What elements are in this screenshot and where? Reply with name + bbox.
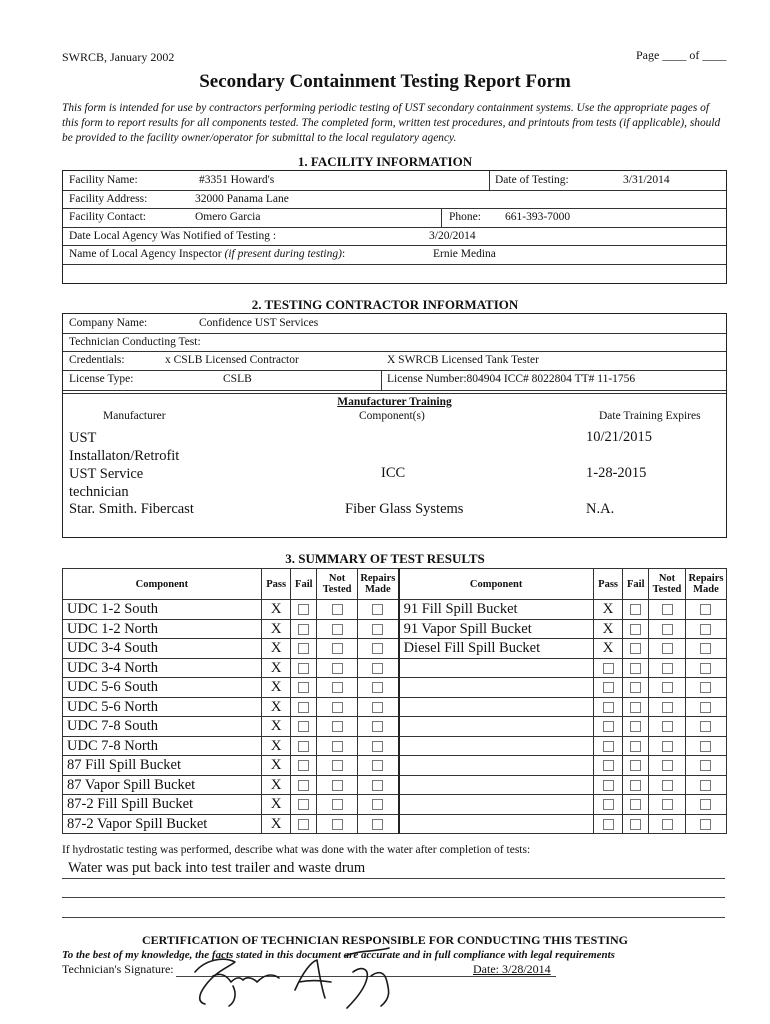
table-row (63, 600, 727, 620)
facility-contact-value: Omero Garcia (195, 211, 261, 223)
left-not-tested-cell[interactable] (317, 639, 358, 659)
checkbox-icon[interactable] (332, 780, 343, 791)
checkbox-icon[interactable] (603, 721, 614, 732)
checkbox-icon[interactable] (662, 604, 673, 615)
checkbox-icon[interactable] (372, 682, 383, 693)
checkbox-icon[interactable] (630, 643, 641, 654)
checkbox-icon[interactable] (372, 604, 383, 615)
right-repairs-cell[interactable] (685, 736, 726, 756)
right-fail-cell[interactable] (623, 775, 649, 795)
left-repairs-cell[interactable] (358, 619, 399, 639)
training-row-2-manufacturer: UST Service technician (69, 466, 144, 500)
agency-notified-label: Date Local Agency Was Notified of Testing : (69, 230, 277, 242)
left-fail-cell[interactable] (291, 697, 317, 717)
facility-contact-label: Facility Contact: (69, 211, 146, 223)
right-repairs-cell[interactable] (685, 697, 726, 717)
section3-title: 3. SUMMARY OF TEST RESULTS (285, 551, 485, 566)
checkbox-icon[interactable] (662, 721, 673, 732)
hydro-answer: Water was put back into test trailer and waste drum (68, 860, 366, 876)
checkbox-icon[interactable] (700, 624, 711, 635)
left-fail-cell[interactable] (291, 678, 317, 698)
left-not-tested-cell[interactable] (317, 600, 358, 620)
credential-cslb: x CSLB Licensed Contractor (165, 354, 299, 366)
table-row (63, 795, 727, 815)
right-not-tested-cell[interactable] (649, 775, 686, 795)
left-repairs-cell[interactable] (358, 678, 399, 698)
col-manufacturer: Manufacturer (103, 410, 166, 422)
left-component-cell: UDC 5-6 North (63, 697, 262, 717)
left-repairs-cell[interactable] (358, 639, 399, 659)
inspector-value: Ernie Medina (433, 248, 496, 260)
right-component-cell (399, 775, 594, 795)
hydro-question: If hydrostatic testing was performed, describe what was done with the water after completion of tests: (62, 844, 531, 856)
left-pass-cell[interactable]: X (261, 678, 291, 698)
right-component-cell: 91 Fill Spill Bucket (399, 600, 594, 620)
left-component-cell: 87 Fill Spill Bucket (63, 756, 262, 776)
checkbox-icon[interactable] (700, 663, 711, 674)
training-row-3-expires: N.A. (586, 501, 615, 517)
col-components: Component(s) (359, 410, 425, 422)
right-not-tested-cell[interactable] (649, 814, 686, 834)
left-repairs-cell[interactable] (358, 717, 399, 737)
left-repairs-cell[interactable] (358, 658, 399, 678)
right-pass-cell[interactable] (593, 814, 623, 834)
left-pass-cell[interactable]: X (261, 795, 291, 815)
left-fail-cell[interactable] (291, 619, 317, 639)
technician-label: Technician Conducting Test: (69, 336, 201, 348)
checkbox-icon[interactable] (372, 643, 383, 654)
checkbox-icon[interactable] (372, 721, 383, 732)
checkbox-icon[interactable] (332, 604, 343, 615)
checkbox-icon[interactable] (372, 799, 383, 810)
inspector-label: Name of Local Agency Inspector (if present during testing): (69, 248, 346, 260)
right-pass-cell[interactable] (593, 697, 623, 717)
right-component-cell (399, 795, 594, 815)
checkbox-icon[interactable] (630, 682, 641, 693)
checkbox-icon[interactable] (700, 760, 711, 771)
right-component-cell (399, 814, 594, 834)
right-fail-cell[interactable] (623, 697, 649, 717)
right-pass-cell[interactable]: X (593, 639, 623, 659)
right-fail-cell[interactable] (623, 736, 649, 756)
left-fail-cell[interactable] (291, 658, 317, 678)
right-pass-cell[interactable] (593, 736, 623, 756)
training-row-3-manufacturer: Star. Smith. Fibercast (69, 501, 194, 517)
left-pass-cell[interactable]: X (261, 639, 291, 659)
checkbox-icon[interactable] (332, 643, 343, 654)
col-component-right: Component (399, 569, 594, 600)
technician-signature-image (175, 942, 405, 1012)
checkbox-icon[interactable] (603, 760, 614, 771)
right-repairs-cell[interactable] (685, 775, 726, 795)
checkbox-icon[interactable] (332, 819, 343, 830)
right-component-cell (399, 717, 594, 737)
checkbox-icon[interactable] (630, 702, 641, 713)
checkbox-icon[interactable] (630, 819, 641, 830)
table-row (63, 697, 727, 717)
checkbox-icon[interactable] (700, 682, 711, 693)
checkbox-icon[interactable] (298, 819, 309, 830)
table-row (63, 619, 727, 639)
left-pass-cell[interactable]: X (261, 756, 291, 776)
right-repairs-cell[interactable] (685, 717, 726, 737)
right-fail-cell[interactable] (623, 795, 649, 815)
right-repairs-cell[interactable] (685, 814, 726, 834)
checkbox-icon[interactable] (603, 780, 614, 791)
left-component-cell: UDC 7-8 South (63, 717, 262, 737)
right-component-cell (399, 658, 594, 678)
checkbox-icon[interactable] (332, 624, 343, 635)
checkbox-icon[interactable] (700, 721, 711, 732)
checkbox-icon[interactable] (700, 643, 711, 654)
checkbox-icon[interactable] (603, 663, 614, 674)
col-pass-right: Pass (593, 569, 623, 600)
left-fail-cell[interactable] (291, 639, 317, 659)
checkbox-icon[interactable] (298, 643, 309, 654)
left-pass-cell[interactable]: X (261, 814, 291, 834)
table-row (63, 756, 727, 776)
certification-statement: To the best of my knowledge, the facts stated in this document are accurate and in full compliance with legal requirements (62, 949, 615, 961)
right-repairs-cell[interactable] (685, 756, 726, 776)
table-row (63, 717, 727, 737)
left-component-cell: UDC 1-2 South (63, 600, 262, 620)
right-repairs-cell[interactable] (685, 658, 726, 678)
left-not-tested-cell[interactable] (317, 697, 358, 717)
checkbox-icon[interactable] (332, 799, 343, 810)
testing-date-value: 3/31/2014 (623, 174, 670, 186)
table-row (63, 639, 727, 659)
right-repairs-cell[interactable] (685, 795, 726, 815)
facility-name-value: #3351 Howard's (199, 174, 275, 186)
checkbox-icon[interactable] (630, 780, 641, 791)
left-pass-cell[interactable]: X (261, 658, 291, 678)
right-component-cell: 91 Vapor Spill Bucket (399, 619, 594, 639)
right-pass-cell[interactable] (593, 678, 623, 698)
left-repairs-cell[interactable] (358, 697, 399, 717)
checkbox-icon[interactable] (700, 780, 711, 791)
left-not-tested-cell[interactable] (317, 795, 358, 815)
training-row-1-expires: 10/21/2015 (586, 429, 653, 445)
right-repairs-cell[interactable] (685, 619, 726, 639)
checkbox-icon[interactable] (603, 819, 614, 830)
section2-title: 2. TESTING CONTRACTOR INFORMATION (251, 297, 519, 312)
left-repairs-cell[interactable] (358, 814, 399, 834)
summary-header-row (63, 569, 727, 600)
checkbox-icon[interactable] (630, 741, 641, 752)
table-row (63, 736, 727, 756)
col-expires: Date Training Expires (599, 410, 701, 422)
summary-table (62, 568, 727, 834)
right-not-tested-cell[interactable] (649, 795, 686, 815)
left-not-tested-cell[interactable] (317, 717, 358, 737)
left-pass-cell[interactable]: X (261, 619, 291, 639)
left-not-tested-cell[interactable] (317, 756, 358, 776)
checkbox-icon[interactable] (662, 819, 673, 830)
right-fail-cell[interactable] (623, 814, 649, 834)
left-repairs-cell[interactable] (358, 756, 399, 776)
facility-address-value: 32000 Panama Lane (195, 193, 289, 205)
right-component-cell: Diesel Fill Spill Bucket (399, 639, 594, 659)
checkbox-icon[interactable] (298, 663, 309, 674)
checkbox-icon[interactable] (603, 799, 614, 810)
checkbox-icon[interactable] (662, 682, 673, 693)
right-component-cell (399, 697, 594, 717)
right-not-tested-cell[interactable] (649, 639, 686, 659)
left-not-tested-cell[interactable] (317, 658, 358, 678)
credential-swrcb: X SWRCB Licensed Tank Tester (387, 354, 539, 366)
left-repairs-cell[interactable] (358, 795, 399, 815)
checkbox-icon[interactable] (603, 741, 614, 752)
checkbox-icon[interactable] (298, 721, 309, 732)
left-not-tested-cell[interactable] (317, 678, 358, 698)
right-pass-cell[interactable] (593, 795, 623, 815)
checkbox-icon[interactable] (372, 780, 383, 791)
left-pass-cell[interactable]: X (261, 600, 291, 620)
checkbox-icon[interactable] (662, 702, 673, 713)
left-repairs-cell[interactable] (358, 775, 399, 795)
checkbox-icon[interactable] (662, 799, 673, 810)
right-fail-cell[interactable] (623, 600, 649, 620)
checkbox-icon[interactable] (630, 760, 641, 771)
left-pass-cell[interactable]: X (261, 717, 291, 737)
right-pass-cell[interactable] (593, 775, 623, 795)
checkbox-icon[interactable] (700, 819, 711, 830)
left-component-cell: UDC 3-4 North (63, 658, 262, 678)
right-not-tested-cell[interactable] (649, 717, 686, 737)
checkbox-icon[interactable] (700, 604, 711, 615)
checkbox-icon[interactable] (630, 663, 641, 674)
checkbox-icon[interactable] (630, 624, 641, 635)
left-component-cell: 87-2 Vapor Spill Bucket (63, 814, 262, 834)
right-not-tested-cell[interactable] (649, 736, 686, 756)
col-pass-left: Pass (261, 569, 291, 600)
right-not-tested-cell[interactable] (649, 619, 686, 639)
checkbox-icon[interactable] (332, 741, 343, 752)
training-row-3-component: Fiber Glass Systems (345, 501, 464, 517)
left-fail-cell[interactable] (291, 795, 317, 815)
testing-date-label: Date of Testing: (495, 174, 569, 186)
left-fail-cell[interactable] (291, 736, 317, 756)
phone-value: 661-393-7000 (505, 211, 571, 223)
license-type-value: CSLB (223, 373, 252, 385)
left-not-tested-cell[interactable] (317, 814, 358, 834)
right-fail-cell[interactable] (623, 639, 649, 659)
col-not-tested-left: Not Tested (317, 569, 358, 600)
left-fail-cell[interactable] (291, 600, 317, 620)
checkbox-icon[interactable] (662, 624, 673, 635)
checkbox-icon[interactable] (298, 780, 309, 791)
license-type-label: License Type: (69, 373, 134, 385)
left-not-tested-cell[interactable] (317, 736, 358, 756)
left-component-cell: UDC 7-8 North (63, 736, 262, 756)
right-pass-cell[interactable]: X (593, 600, 623, 620)
training-row-2-component: ICC (381, 465, 406, 481)
left-component-cell: UDC 3-4 South (63, 639, 262, 659)
col-component-left: Component (63, 569, 262, 600)
checkbox-icon[interactable] (332, 721, 343, 732)
section1-title: 1. FACILITY INFORMATION (297, 154, 473, 169)
right-not-tested-cell[interactable] (649, 756, 686, 776)
training-title: Manufacturer Training (337, 396, 452, 408)
right-component-cell (399, 736, 594, 756)
checkbox-icon[interactable] (332, 682, 343, 693)
left-repairs-cell[interactable] (358, 600, 399, 620)
right-pass-cell[interactable] (593, 717, 623, 737)
checkbox-icon[interactable] (662, 643, 673, 654)
checkbox-icon[interactable] (372, 760, 383, 771)
left-fail-cell[interactable] (291, 756, 317, 776)
training-row-1-manufacturer: UST Installaton/Retrofit (69, 430, 180, 464)
checkbox-icon[interactable] (332, 663, 343, 674)
checkbox-icon[interactable] (298, 702, 309, 713)
checkbox-icon[interactable] (372, 702, 383, 713)
checkbox-icon[interactable] (298, 682, 309, 693)
facility-info-box (62, 170, 727, 284)
col-not-tested-right: Not Tested (649, 569, 686, 600)
left-not-tested-cell[interactable] (317, 619, 358, 639)
facility-address-label: Facility Address: (69, 193, 148, 205)
left-pass-cell[interactable]: X (261, 775, 291, 795)
left-component-cell: UDC 5-6 South (63, 678, 262, 698)
training-row-2-expires: 1-28-2015 (586, 465, 647, 481)
intro-text: This form is intended for use by contractors performing periodic testing of UST secondary containment systems. Use the appropriate pages of this form to report results for all components tested. The completed form, written test procedures, and printouts from tests (if applicable), should be provided to the facility owner/operator for submittal to the local regulatory agency. (62, 102, 721, 144)
right-not-tested-cell[interactable] (649, 678, 686, 698)
right-component-cell (399, 678, 594, 698)
col-repairs-right: Repairs Made (685, 569, 726, 600)
page-number: Page ____ of ____ (636, 48, 727, 62)
contractor-info-box (62, 313, 727, 538)
left-not-tested-cell[interactable] (317, 775, 358, 795)
checkbox-icon[interactable] (603, 702, 614, 713)
left-fail-cell[interactable] (291, 814, 317, 834)
signature-label: Technician's Signature: (62, 962, 174, 976)
right-not-tested-cell[interactable] (649, 658, 686, 678)
license-number: License Number:804904 ICC# 8022804 TT# 11-1756 (387, 373, 636, 385)
right-fail-cell[interactable] (623, 756, 649, 776)
phone-label: Phone: (449, 211, 481, 223)
col-repairs-left: Repairs Made (358, 569, 399, 600)
left-component-cell: 87 Vapor Spill Bucket (63, 775, 262, 795)
left-pass-cell[interactable]: X (261, 736, 291, 756)
company-name-value: Confidence UST Services (199, 317, 319, 329)
table-row (63, 775, 727, 795)
right-repairs-cell[interactable] (685, 639, 726, 659)
right-not-tested-cell[interactable] (649, 600, 686, 620)
checkbox-icon[interactable] (332, 702, 343, 713)
checkbox-icon[interactable] (298, 760, 309, 771)
right-fail-cell[interactable] (623, 658, 649, 678)
table-row (63, 658, 727, 678)
checkbox-icon[interactable] (298, 604, 309, 615)
facility-name-label: Facility Name: (69, 174, 138, 186)
checkbox-icon[interactable] (298, 624, 309, 635)
right-repairs-cell[interactable] (685, 600, 726, 620)
company-name-label: Company Name: (69, 317, 148, 329)
checkbox-icon[interactable] (372, 663, 383, 674)
checkbox-icon[interactable] (298, 799, 309, 810)
checkbox-icon[interactable] (662, 741, 673, 752)
checkbox-icon[interactable] (662, 663, 673, 674)
left-repairs-cell[interactable] (358, 736, 399, 756)
checkbox-icon[interactable] (603, 682, 614, 693)
right-fail-cell[interactable] (623, 619, 649, 639)
left-fail-cell[interactable] (291, 775, 317, 795)
col-fail-left: Fail (291, 569, 317, 600)
right-pass-cell[interactable] (593, 658, 623, 678)
checkbox-icon[interactable] (372, 624, 383, 635)
credentials-label: Credentials: (69, 354, 125, 366)
col-fail-right: Fail (623, 569, 649, 600)
checkbox-icon[interactable] (700, 799, 711, 810)
form-version: SWRCB, January 2002 (62, 50, 175, 64)
right-fail-cell[interactable] (623, 717, 649, 737)
right-repairs-cell[interactable] (685, 678, 726, 698)
left-component-cell: UDC 1-2 North (63, 619, 262, 639)
checkbox-icon[interactable] (662, 780, 673, 791)
agency-notified-value: 3/20/2014 (429, 230, 476, 242)
checkbox-icon[interactable] (700, 702, 711, 713)
table-row (63, 814, 727, 834)
checkbox-icon[interactable] (630, 721, 641, 732)
left-component-cell: 87-2 Fill Spill Bucket (63, 795, 262, 815)
checkbox-icon[interactable] (700, 741, 711, 752)
checkbox-icon[interactable] (630, 604, 641, 615)
right-pass-cell[interactable]: X (593, 619, 623, 639)
checkbox-icon[interactable] (630, 799, 641, 810)
checkbox-icon[interactable] (332, 760, 343, 771)
checkbox-icon[interactable] (298, 741, 309, 752)
checkbox-icon[interactable] (372, 819, 383, 830)
certification-title: CERTIFICATION OF TECHNICIAN RESPONSIBLE FOR CONDUCTING THIS TESTING (141, 933, 629, 947)
right-pass-cell[interactable] (593, 756, 623, 776)
certification-date: Date: 3/28/2014 (473, 962, 551, 976)
checkbox-icon[interactable] (662, 760, 673, 771)
right-not-tested-cell[interactable] (649, 697, 686, 717)
checkbox-icon[interactable] (372, 741, 383, 752)
left-fail-cell[interactable] (291, 717, 317, 737)
table-row (63, 678, 727, 698)
right-fail-cell[interactable] (623, 678, 649, 698)
right-component-cell (399, 756, 594, 776)
page-title: Secondary Containment Testing Report Form (199, 71, 571, 92)
left-pass-cell[interactable]: X (261, 697, 291, 717)
